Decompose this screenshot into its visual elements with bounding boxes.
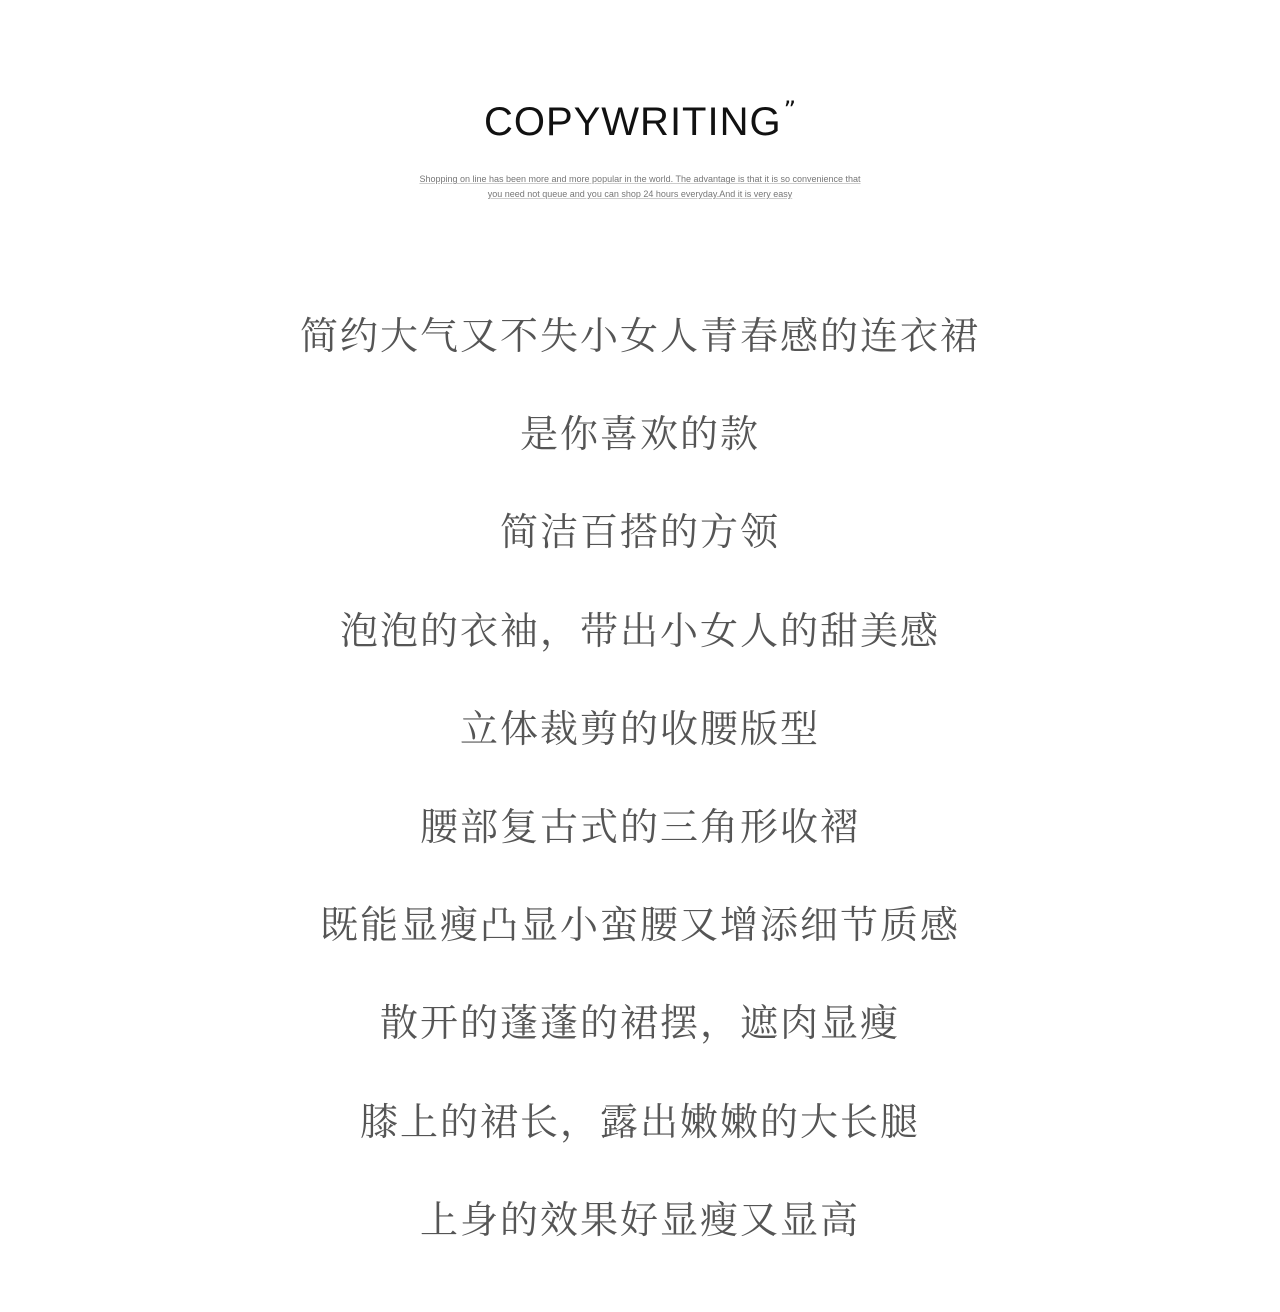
subtitle-line-2: you need not queue and you can shop 24 hours everyday.And it is very easy xyxy=(487,189,793,199)
copy-line: 腰部复古式的三角形收褶 xyxy=(419,804,860,849)
copywriting-header xyxy=(0,96,1280,148)
copy-line: 立体裁剪的收腰版型 xyxy=(459,706,820,751)
copy-line: 既能显瘦凸显小蛮腰又增添细节质感 xyxy=(319,903,960,948)
subtitle-block xyxy=(0,172,1280,202)
quote-mark-icon: ” xyxy=(783,96,797,124)
copy-line: 简约大气又不失小女人青春感的连衣裙 xyxy=(299,314,980,358)
copy-lines-list xyxy=(0,306,1280,1288)
page-title: COPYWRITING xyxy=(483,100,782,144)
copy-line: 上身的效果好显瘦又显高 xyxy=(419,1197,860,1242)
copy-line: 是你喜欢的款 xyxy=(519,412,760,457)
copy-line: 膝上的裙长，露出嫩嫩的大长腿 xyxy=(359,1099,920,1144)
subtitle-line-1: Shopping on line has been more and more popular in the world. The advantage is that it is so convenience that xyxy=(419,174,861,184)
copy-line: 泡泡的衣袖，带出小女人的甜美感 xyxy=(339,608,940,653)
copy-line: 简洁百搭的方领 xyxy=(499,510,780,555)
copy-line: 散开的蓬蓬的裙摆，遮肉显瘦 xyxy=(379,1001,900,1046)
